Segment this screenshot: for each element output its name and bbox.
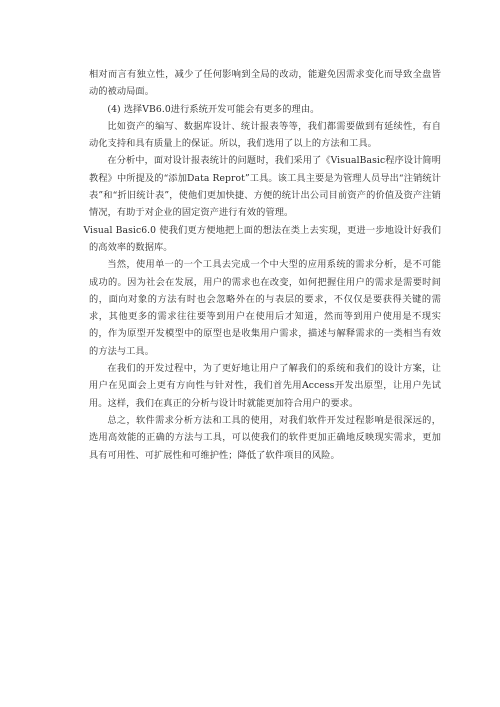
paragraph-4: 在分析中，面对设计报表统计的问题时，我们采用了《VisualBasic程序设计简明教程》中所提及的“添加Data Reprot”工具。该工具主要是为管理人员导出“注销统计表”和“折旧统计表”，使他们更加快捷、方便的统计出公司目前资产的价值及资产注销情况，有助于对企业的固定资产进行有效的管理。 xyxy=(89,155,441,219)
paragraph-6: 当然，使用单一的一个工具去完成一个中大型的应用系统的需求分析，是不可能成功的。因为社会在发展，用户的需求也在改变，如何把握住用户的需求是需要时间的，面向对象的方法有时也会忽略外在的与表层的要求，不仅仅是要获得关键的需求，其他更多的需求往往要等到用户在使用后才知道，然而等到用户使用是不现实的，作为原型开发模型中的原型也是收集用户需求，描述与解释需求的一类相当有效的方法与工具。 xyxy=(89,259,441,357)
paragraph-5: Visual Basic6.0 使我们更方便地把上面的想法在类上去实现，更进一步地设计好我们的高效率的数据库。 xyxy=(83,224,441,253)
paragraph-8: 总之，软件需求分析方法和工具的使用，对我们软件开发过程影响是很深远的，选用高效能的正确的方法与工具，可以使我们的软件更加正确地反映现实需求，更加具有可用性、可扩展性和可维护性；降低了软件项目的风险。 xyxy=(89,414,441,461)
document-body xyxy=(83,66,441,464)
paragraph-7: 在我们的开发过程中，为了更好地让用户了解我们的系统和我们的设计方案，让用户在见面会上更有方向性与针对性，我们首先用Access开发出原型，让用户先试用。这样，我们在真正的分析与设计时就能更加符合用户的要求。 xyxy=(89,363,441,409)
paragraph-3: 比如资产的编写、数据库设计、统计报表等等，我们都需要做到有延续性，有自动化支持和具有质量上的保证。所以，我们选用了以上的方法和工具。 xyxy=(89,120,441,150)
paragraph-2: (4) 选择VB6.0进行系统开发可能会有更多的理由。 xyxy=(107,103,320,115)
paragraph-1: 相对而言有独立性，减少了任何影响到全局的改动，能避免因需求变化而导致全盘皆动的被动局面。 xyxy=(89,69,441,98)
